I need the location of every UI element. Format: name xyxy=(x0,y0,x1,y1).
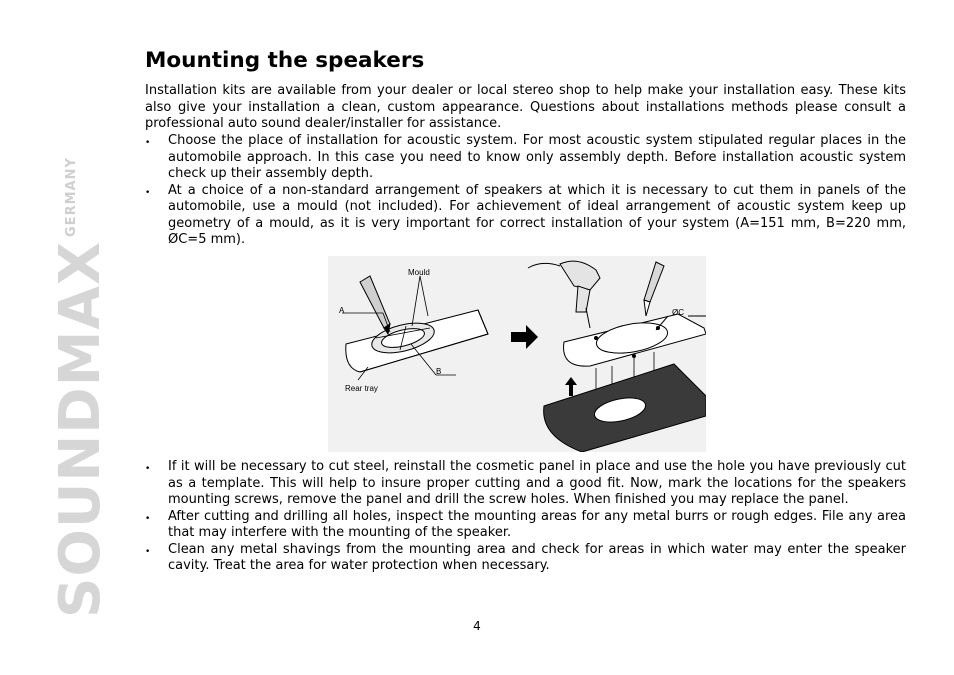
arrow-right-icon xyxy=(511,325,538,349)
cosmetic-panel-drawing xyxy=(564,314,706,366)
arrow-up-icon xyxy=(565,377,577,396)
bullet-icon: • xyxy=(145,546,151,557)
list-item xyxy=(145,459,906,509)
list-item xyxy=(145,509,906,542)
label-b: B xyxy=(436,367,442,376)
list-item-text: Clean any metal shavings from the mounting area and check for areas in which water may enter the speaker cavity. Treat the area for water protection when necessary. xyxy=(168,541,906,573)
list-item-text: After cutting and drilling all holes, inspect the mounting areas for any metal burrs or rough edges. File any area that may interfere with the mounting of the speaker. xyxy=(168,508,906,540)
brand-logo-text: SOUNDMAX xyxy=(48,240,113,618)
list-item xyxy=(145,542,906,575)
rear-tray-drawing xyxy=(346,310,488,372)
pencil-icon xyxy=(360,276,390,334)
label-c: ØC xyxy=(672,308,684,317)
bullet-icon: • xyxy=(145,138,151,148)
intro-paragraph: Installation kits are available from your dealer or local stereo shop to help make your installation easy. These kits also give your installation a clean, custom appearance. Questions about installations methods please consult a professional auto sound dealer/installer for assistance. xyxy=(145,83,906,131)
label-a: A xyxy=(339,306,345,315)
bullet-list-bottom xyxy=(145,459,906,575)
brand-logo xyxy=(48,157,113,618)
page-title: Mounting the speakers xyxy=(145,48,425,73)
list-item xyxy=(145,133,906,183)
list-item-text: If it will be necessary to cut steel, reinstall the cosmetic panel in place and use the hole you have previously cut as a template. This will help to insure proper cutting and a good fit. Now, mark the locations for the speakers mounting screws, remove the panel and drill the screw holes. When finished you may replace the panel. xyxy=(168,459,906,507)
bullet-icon: • xyxy=(145,187,151,198)
list-item-text: Choose the place of installation for acoustic system. For most acoustic system stipulated regular places in the automobile approach. In this case you need to know only assembly depth. Before installation acoustic system check up their assembly depth. xyxy=(168,133,906,181)
page-number: 4 xyxy=(473,619,481,633)
label-mould: Mould xyxy=(408,268,430,277)
brand-country-text: GERMANY xyxy=(64,157,79,237)
bullet-icon: • xyxy=(145,464,151,474)
list-item-text: At a choice of a non-standard arrangement of speakers at which it is necessary to cut them in panels of the automobile, use a mould (not included). For achievement of ideal arrangement of acoustic system keep up geometry of a mould, as it is very important for correct installation of your system (A=151 mm, B=220 mm, ØC=5 mm). xyxy=(168,182,906,247)
drill-icon xyxy=(528,261,600,328)
steel-plate-drawing xyxy=(544,364,706,452)
knife-icon xyxy=(644,262,664,316)
label-rear-tray: Rear tray xyxy=(345,384,378,393)
bullet-icon: • xyxy=(145,513,151,524)
bullet-list-top xyxy=(145,133,906,249)
list-item xyxy=(145,183,906,249)
mounting-illustration xyxy=(328,256,706,452)
